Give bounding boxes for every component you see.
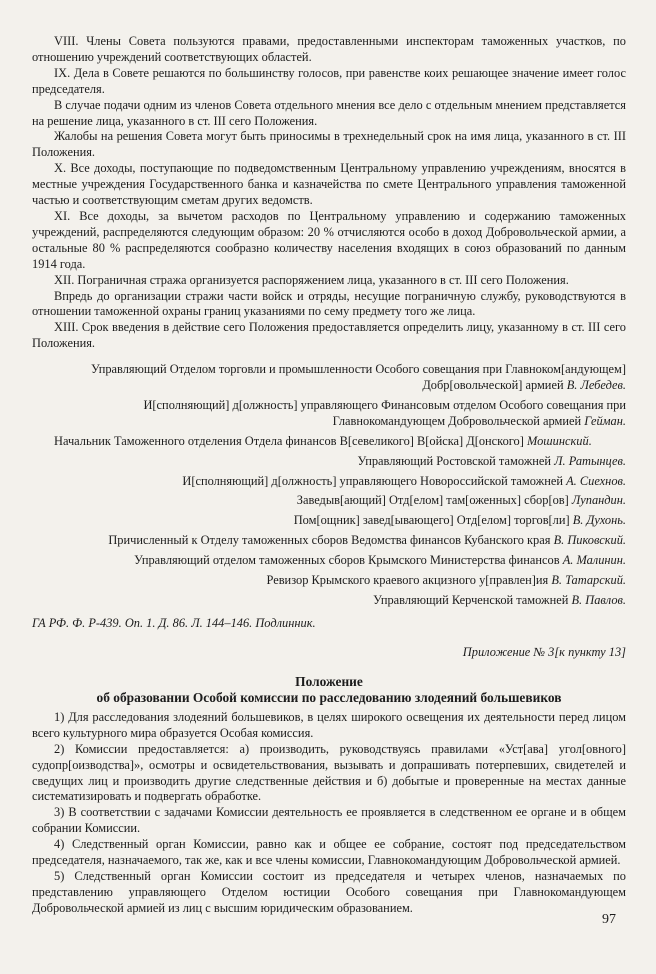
signature: Управляющий Ростовской таможней Л. Ратынцев. bbox=[357, 453, 626, 468]
paragraph: XIII. Срок введения в действие сего Положения предоставляется определить лицу, указанному в ст. III сего Положения. bbox=[32, 320, 626, 351]
signature: И[сполняющий] д[олжность] управляющего Финансовым отделом Особого совещания при Главнокомандующем Добровольческой армией Гейман. bbox=[143, 397, 626, 428]
signer-name: А. Малинин. bbox=[562, 553, 626, 568]
regulation-articles bbox=[32, 34, 626, 352]
signature: Начальник Таможенного отделения Отдела финансов В[севеликого] В[ойска] Д[онского] Мошинский. bbox=[54, 433, 592, 448]
signer-name: Л. Ратынцев. bbox=[554, 453, 626, 468]
signature: Заведыв[ающий] Отд[елом] там[оженных] сбор[ов] Лупандин. bbox=[296, 493, 626, 508]
signer-name: Лупандин. bbox=[571, 493, 626, 508]
document-page bbox=[32, 34, 626, 917]
archive-reference: ГА РФ. Ф. Р-439. Оп. 1. Д. 86. Л. 144–146. Подлинник. bbox=[32, 615, 316, 630]
paragraph: XI. Все доходы, за вычетом расходов по Центральному управлению и содержанию таможенных учреждений, распределяются следующим образом: 20 % отчисляются особо в доход Добровольческой армии, а остальные 80 % распределяются сообразно количеству населения входящих в союз образований по данным 1914 года. bbox=[32, 208, 626, 271]
signature: Ревизор Крымского краевого акцизного у[правлен]ия В. Татарский. bbox=[266, 573, 626, 588]
section-subtitle: об образовании Особой комиссии по расследованию злодеяний большевиков bbox=[96, 689, 562, 705]
section-title: Положение bbox=[295, 673, 363, 689]
paragraph: В случае подачи одним из членов Совета отдельного мнения все дело с отдельным мнением представляется на решение лица, указанного в ст. III сего Положения. bbox=[32, 97, 626, 128]
signature: Управляющий Отделом торговли и промышленности Особого совещания при Главноком[андующем] Добр[овольческой] армией В. Лебедев. bbox=[91, 362, 626, 393]
signature: И[сполняющий] д[олжность] управляющего Новороссийской таможней А. Сиехнов. bbox=[182, 473, 626, 488]
signer-name: Гейман. bbox=[584, 413, 626, 428]
paragraph: XII. Пограничная стража организуется распоряжением лица, указанного в ст. III сего Положения. bbox=[54, 272, 569, 287]
paragraph: Жалобы на решения Совета могут быть приносимы в трехнедельный срок на имя лица, указанного в ст. III Положения. bbox=[32, 129, 626, 160]
signer-name: Мошинский. bbox=[526, 433, 592, 448]
signer-name: В. Лебедев. bbox=[566, 378, 626, 393]
commission-articles bbox=[32, 710, 626, 917]
paragraph: 2) Комиссии предоставляется: а) производить, руководствуясь правилами «Уст[ава] угол[овного] судопр[оизводства]», осмотры и освидетельствования, вызывать и допрашивать потерпевших, свидетелей и сведущих лиц и производить другие следственные действия и б) добытые и проверенные на местах данные систематизировать и подвергать обработке. bbox=[32, 741, 626, 804]
signer-name: В. Павлов. bbox=[571, 593, 626, 607]
signature: Управляющий Керченской таможней В. Павлов. bbox=[373, 593, 626, 607]
signer-name: В. Пиковский. bbox=[553, 533, 626, 548]
paragraph: 3) В соответствии с задачами Комиссии деятельность ее проявляется в следственном ее органе и в общем собрании Комиссии. bbox=[32, 805, 626, 836]
paragraph: IX. Дела в Совете решаются по большинству голосов, при равенстве коих решающее значение имеет голос председателя. bbox=[32, 65, 626, 96]
signature: Пом[ощник] завед[ывающего] Отд[елом] торгов[ли] В. Духонь. bbox=[293, 513, 626, 528]
signer-name: В. Татарский. bbox=[551, 573, 626, 588]
signature: Управляющий отделом таможенных сборов Крымского Министерства финансов А. Малинин. bbox=[134, 553, 626, 568]
page-number: 97 bbox=[602, 912, 616, 927]
paragraph: 1) Для расследования злодеяний большевиков, в целях широкого освещения их деятельности перед лицом всего культурного мира образуется Особая комиссия. bbox=[32, 709, 626, 740]
paragraph: Впредь до организации стражи части войск и отряды, несущие пограничную службу, руководствуются в отношении таможенной охраны границ указаниями по сему предмету того же лица. bbox=[32, 288, 626, 319]
signer-name: В. Духонь. bbox=[572, 513, 626, 528]
signer-name: А. Сиехнов. bbox=[566, 473, 626, 488]
appendix-label: Приложение № 3[к пункту 13] bbox=[462, 644, 626, 659]
paragraph: 4) Следственный орган Комиссии, равно как и общее ее собрание, состоят под председательством председателя, назначаемого, так же, как и все члены комиссии, Главнокомандующим Добровольческой армией. bbox=[32, 837, 626, 868]
signatures-block bbox=[32, 362, 626, 609]
paragraph: X. Все доходы, поступающие по подведомственным Центральному управлению учреждениям, вносятся в местные учреждения Государственного банка и казначейства по смете Центрального управления таможенной частью и соответствующим сметам других ведомств. bbox=[32, 161, 626, 208]
paragraph: VIII. Члены Совета пользуются правами, предоставленными инспекторам таможенных участков, по отношению учреждений соответствующих областей. bbox=[32, 34, 626, 64]
paragraph: 5) Следственный орган Комиссии состоит из председателя и четырех членов, назначаемых по представлению управляющего Отделом юстиции Особого совещания при Главнокомандующем Добровольческой армией из лиц с высшим юридическим образованием. bbox=[32, 868, 626, 915]
signature: Причисленный к Отделу таможенных сборов Ведомства финансов Кубанского края В. Пиковский. bbox=[108, 533, 626, 548]
